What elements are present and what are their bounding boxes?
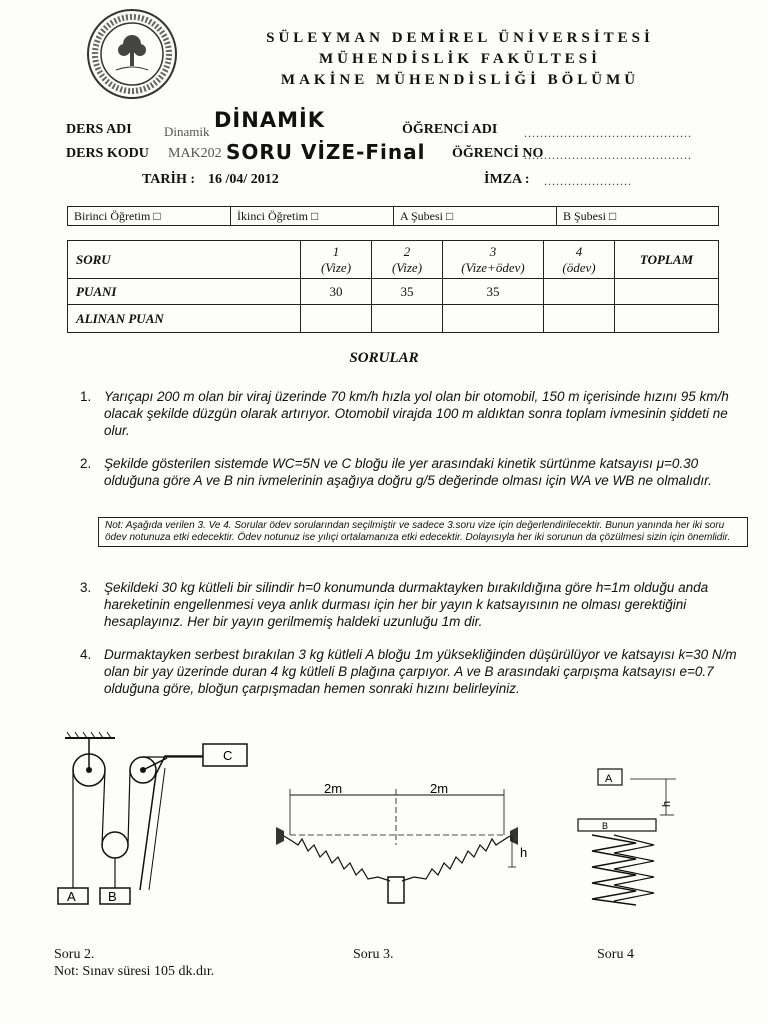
total-header: TOPLAM [615, 241, 719, 279]
university-seal [86, 8, 178, 100]
figure-question-4 [570, 765, 690, 915]
score-table [67, 240, 719, 333]
course-name-label: DERS ADI [66, 122, 132, 137]
exam-duration-note: Not: Sınav süresi 105 dk.dır. [54, 964, 215, 979]
question-4-header: 4 (ödev) [544, 241, 615, 279]
date-value: 16 /04/ 2012 [208, 172, 279, 187]
university-name: SÜLEYMAN DEMİREL ÜNİVERSİTESİ [266, 30, 654, 46]
figure-2-label-a: A [67, 889, 76, 904]
faculty-name: MÜHENDİSLİK FAKÜLTESİ [319, 51, 601, 67]
figure-4-label-b: B [602, 821, 609, 831]
date-label: TARİH : [142, 172, 196, 187]
question-4: 4. Durmaktayken serbest bırakılan 3 kg kütleli A bloğu 1m yüksekliğinden düşürülüyor ve katsayısı k=30 N/m olan bir yay üzerinde duran 4 kg kütleli B plağına çarpıyor. A ve B arasındaki çarpışma katsayısı e=0.7 olduğuna göre, bloğun çarpışmadan hemen sonraki hızını belirleyiniz. [80, 647, 737, 696]
course-code-label: DERS KODU [66, 146, 149, 161]
total-points [615, 279, 719, 305]
question-1-header: 1 (Vize) [301, 241, 372, 279]
signature-label: İMZA : [484, 172, 530, 187]
question-2-header: 2 (Vize) [372, 241, 443, 279]
course-code-typed: MAK202 [168, 146, 222, 161]
puani-row-label: PUANI [68, 279, 301, 305]
question-2-points: 35 [372, 279, 443, 305]
question-4-received[interactable] [544, 305, 615, 333]
question-1-received[interactable] [301, 305, 372, 333]
course-name-handwritten: DİNAMİK [214, 108, 326, 132]
question-3: 3. Şekildeki 30 kg kütleli bir silindir h=0 konumunda durmaktayken bırakıldığına göre h=1m olduğu anda hareketinin engellenmesi veya anlık durması için her bir yayın k katsayısının ne olması gerektiğini hesaplayınız. Her bir yayın gerilmemiş haldeki uzunluğu 1m dir. [80, 580, 709, 629]
student-no-field[interactable]: .......................................... [524, 148, 692, 162]
question-2-received[interactable] [372, 305, 443, 333]
figure-question-3 [268, 775, 558, 910]
figure-4-height: h [661, 800, 673, 807]
option-section-b[interactable]: B Şubesi □ [557, 207, 719, 226]
signature-field[interactable]: ...................... [544, 174, 632, 188]
student-name-label: ÖĞRENCİ ADI [402, 122, 498, 137]
figure-3-caption: Soru 3. [353, 947, 394, 962]
question-3-received[interactable] [443, 305, 544, 333]
exam-type-handwritten: SORU VİZE-Final [226, 140, 426, 164]
figure-2-caption: Soru 2. [54, 947, 95, 962]
question-3-points: 35 [443, 279, 544, 305]
program-options-table [67, 206, 719, 226]
soru-row-label: SORU [68, 241, 301, 279]
student-name-field[interactable]: .......................................... [524, 126, 692, 140]
figure-2-label-c: C [223, 748, 233, 763]
student-no-label: ÖĞRENCİ NO [452, 146, 544, 161]
alinan-puan-row-label: ALINAN PUAN [68, 305, 301, 333]
figure-3-span-right: 2m [430, 781, 449, 796]
question-2: 2. Şekilde gösterilen sistemde WC=5N ve C bloğu ile yer arasındaki kinetik sürtünme katsayısı μ=0.30 olduğuna göre A ve B nin ivmelerinin aşağıya doğru g/5 değerinde olması için WA ve WB ne olmalıdır. [80, 456, 712, 488]
figure-3-height: h [520, 845, 528, 860]
figure-4-caption: Soru 4 [597, 947, 634, 962]
question-1-points: 30 [301, 279, 372, 305]
option-first-education[interactable]: Birinci Öğretim □ [68, 207, 231, 226]
option-second-education[interactable]: İkinci Öğretim □ [231, 207, 394, 226]
figure-3-span-left: 2m [324, 781, 343, 796]
option-section-a[interactable]: A Şubesi □ [394, 207, 557, 226]
question-1: 1. Yarıçapı 200 m olan bir viraj üzerinde 70 km/h hızla yol olan bir otomobil, 150 m içerisinde hızını 95 km/h olacak şekilde düzgün olarak artırıyor. Otomobil virajda 100 m aldıktan sonra toplam ivmesinin şiddeti ne olur. [80, 389, 729, 438]
question-3-header: 3 (Vize+ödev) [443, 241, 544, 279]
questions-title: SORULAR [349, 350, 419, 366]
figure-4-label-a: A [605, 773, 613, 785]
total-received[interactable] [615, 305, 719, 333]
figure-question-2 [55, 730, 275, 910]
course-name-typed: Dinamik [164, 124, 210, 139]
homework-note: Not: Aşağıda verilen 3. Ve 4. Sorular ödev sorularından seçilmiştir ve sadece 3.soru vize için değerlendirilecektir. Bunun yanında her iki soru ödev notunuza etki edecektir. Ödev notunuz ise yılıçi ortalamanıza etki edecektir. Dolayısıyla her iki sorunun da çözülmesi sizin için önemlidir. [98, 517, 748, 547]
department-name: MAKİNE MÜHENDİSLİĞİ BÖLÜMÜ [280, 72, 640, 88]
figure-2-label-b: B [108, 889, 117, 904]
question-4-points [544, 279, 615, 305]
